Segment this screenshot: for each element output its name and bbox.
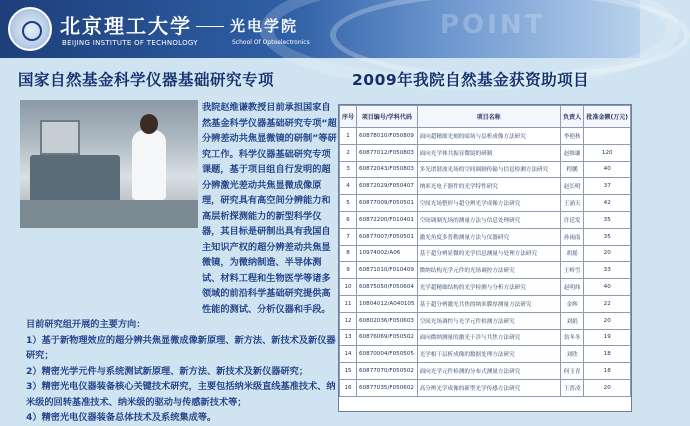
table-header-row [340,106,631,128]
row-number: 7 [340,228,357,245]
table-row [340,228,631,245]
table-row [340,262,631,279]
project-name: 高分辨光学成像的新型光学传感方法研究 [417,379,560,396]
principal-investigator: 赵长明 [560,178,584,195]
row-number: 1 [340,128,357,145]
project-name: 面向光学体共振显微镜的研制 [417,144,560,161]
project-id: 60870004/F050505 [357,346,418,363]
row-number: 2 [340,144,357,161]
table-row [340,379,631,396]
project-name: 基于超分辨显微的光学信息测量与处理方法研究 [417,245,560,262]
approved-amount: 42 [584,195,631,212]
direction-item: 2）精密光学元件与系统测试新原理、新方法、新技术及新仪器研究； [26,365,309,377]
project-id: 60872200/F010401 [357,211,418,228]
column-header: 负责人 [560,106,584,128]
table-row [340,363,631,380]
table-row [340,279,631,296]
project-name: 光学相干层析成像的数据处理方法研究 [417,346,560,363]
table-row [340,161,631,178]
column-header: 批准金额(万元) [584,106,631,128]
project-name: 空间光场调控与光学元件检测方法研究 [417,312,560,329]
approved-amount: 33 [584,262,631,279]
approved-amount: 40 [584,161,631,178]
project-name: 空间光场整形与超分辨光学成像方法研究 [417,195,560,212]
direction-item: 3）精密光电仪器装备核心关键技术研究，主要包括纳米级直线基准技术、纳米级的回转基准技术、纳米级的驱动与传感新技术等； [26,381,336,408]
approved-amount: 20 [584,245,631,262]
project-name: 光学超精细结构的光学检测与分析方法研究 [417,279,560,296]
project-id: 60871010/F010409 [357,262,418,279]
table-row [340,312,631,329]
project-id: 60877009/F050501 [357,195,418,212]
principal-investigator: 程鹏 [560,161,584,178]
row-number: 14 [340,346,357,363]
approved-amount [584,128,631,145]
approved-amount: 19 [584,329,631,346]
table-row [340,245,631,262]
principal-investigator: 王涌天 [560,195,584,212]
project-name: 激光角度多普勒测量方法与仪器研究 [417,228,560,245]
project-id: 60876069/F050502 [357,329,418,346]
approved-amount: 18 [584,363,631,380]
approved-amount: 35 [584,228,631,245]
principal-investigator: 赵明炜 [560,279,584,296]
row-number: 13 [340,329,357,346]
university-name-en: BEIJING INSTITUTE OF TECHNOLOGY [62,39,198,47]
approved-amount: 35 [584,211,631,228]
intro-paragraph: 我院赵维谦教授目前承担国家自然基金科学仪器基础研究专项“超分辨差动共焦显微镜的研制”等研究工作。科学仪器基础研究专项课题，基于项目组自行发明的超分辨激光差动共焦显微成像原理，研究具有高空间分辨能力和高层析探测能力的新型科学仪器，其目标是研制出具有我国自主知识产权的超分辨差动共焦显微镜，为微纳制造、半导体测试、材料工程和生物医学等诸多领域的前沿科学基础研究提供高性能的测试、分析仪器和手段。 [202,102,337,315]
principal-investigator: 何玉青 [560,363,584,380]
row-number: 5 [340,195,357,212]
project-id: 60877070/F050502 [357,363,418,380]
project-id: 60802036/F050603 [357,312,418,329]
row-number: 9 [340,262,357,279]
approved-amount: 120 [584,144,631,161]
university-seal-icon [8,7,52,51]
project-id: 10974002/A06 [357,245,418,262]
principal-investigator: 许廷发 [560,211,584,228]
table-row [340,178,631,195]
project-id: 60878010/F050809 [357,128,418,145]
table-row [340,128,631,145]
principal-investigator: 王岭雪 [560,262,584,279]
project-id: 60877035/F050602 [357,379,418,396]
table-row [340,346,631,363]
project-id: 60872029/F050407 [357,178,418,195]
project-name: 面向光学元件检测的分布式测量方法研究 [417,363,560,380]
header-banner [0,0,640,58]
table-row [340,195,631,212]
row-number: 3 [340,161,357,178]
principal-investigator: 金辉 [560,295,584,312]
approved-amount: 22 [584,295,631,312]
funded-projects-table [338,104,632,412]
project-name: 空间调制光场的测量方法与信息处理研究 [417,211,560,228]
project-id: 60877012/F050803 [357,144,418,161]
right-section-title: 2009年我院自然基金获资助项目 [352,71,590,89]
principal-investigator: 李艳秋 [560,128,584,145]
project-name: 纳米光电子器件的光学特性研究 [417,178,560,195]
left-body-text [18,100,338,426]
principal-investigator: 胡摇 [560,245,584,262]
approved-amount: 20 [584,379,631,396]
column-header: 项目名称 [417,106,560,128]
project-id: 60875050/F050604 [357,279,418,296]
principal-investigator: 孙雨南 [560,228,584,245]
approved-amount: 37 [584,178,631,195]
background-word: POINT [440,10,546,40]
column-header: 序号 [340,106,357,128]
approved-amount: 20 [584,312,631,329]
project-name: 基于超分辨激光共焦的纳米膜厚测量方法研究 [417,295,560,312]
approved-amount: 18 [584,346,631,363]
principal-investigator: 刘娟 [560,312,584,329]
school-name: 光电学院 [230,17,299,35]
principal-investigator: 翁冬冬 [560,329,584,346]
row-number: 4 [340,178,357,195]
table-row [340,144,631,161]
row-number: 15 [340,363,357,380]
row-number: 10 [340,279,357,296]
project-id: 60872043/F050803 [357,161,418,178]
principal-investigator: 赵维谦 [560,144,584,161]
principal-investigator: 王普凌 [560,379,584,396]
row-number: 16 [340,379,357,396]
table-row [340,329,631,346]
project-id: 10804012/A040105 [357,295,418,312]
row-number: 6 [340,211,357,228]
project-id: 60877007/F050501 [357,228,418,245]
principal-investigator: 刘欣 [560,346,584,363]
project-name: 微纳结构光学元件的光场调控方法研究 [417,262,560,279]
approved-amount: 40 [584,279,631,296]
column-header: 项目编号/学科代码 [357,106,418,128]
row-number: 8 [340,245,357,262]
divider-line [196,26,224,27]
direction-item: 4）精密光电仪器装备总体技术及系统集成等。 [26,412,217,423]
table-row [340,295,631,312]
left-section-title: 国家自然基金科学仪器基础研究专项 [18,71,275,89]
direction-item: 1）基于新物理效应的超分辨共焦显微成像新原理、新方法、新技术及新仪器研究； [26,334,336,361]
row-number: 11 [340,295,357,312]
project-name: 多光谱谐波光场的空间调制传输与信息检测方法研究 [417,161,560,178]
university-name: 北京理工大学 [60,14,192,38]
school-name-en: School Of Optoelectronics [232,39,310,46]
row-number: 12 [340,312,357,329]
table-row [340,211,631,228]
directions-lead: 目前研究组开展的主要方向： [26,319,146,330]
project-name: 面向超精细光刻的暗场与层析成像方法研究 [417,128,560,145]
project-name: 面向微纳测量的激光干涉与共焦方法研究 [417,329,560,346]
